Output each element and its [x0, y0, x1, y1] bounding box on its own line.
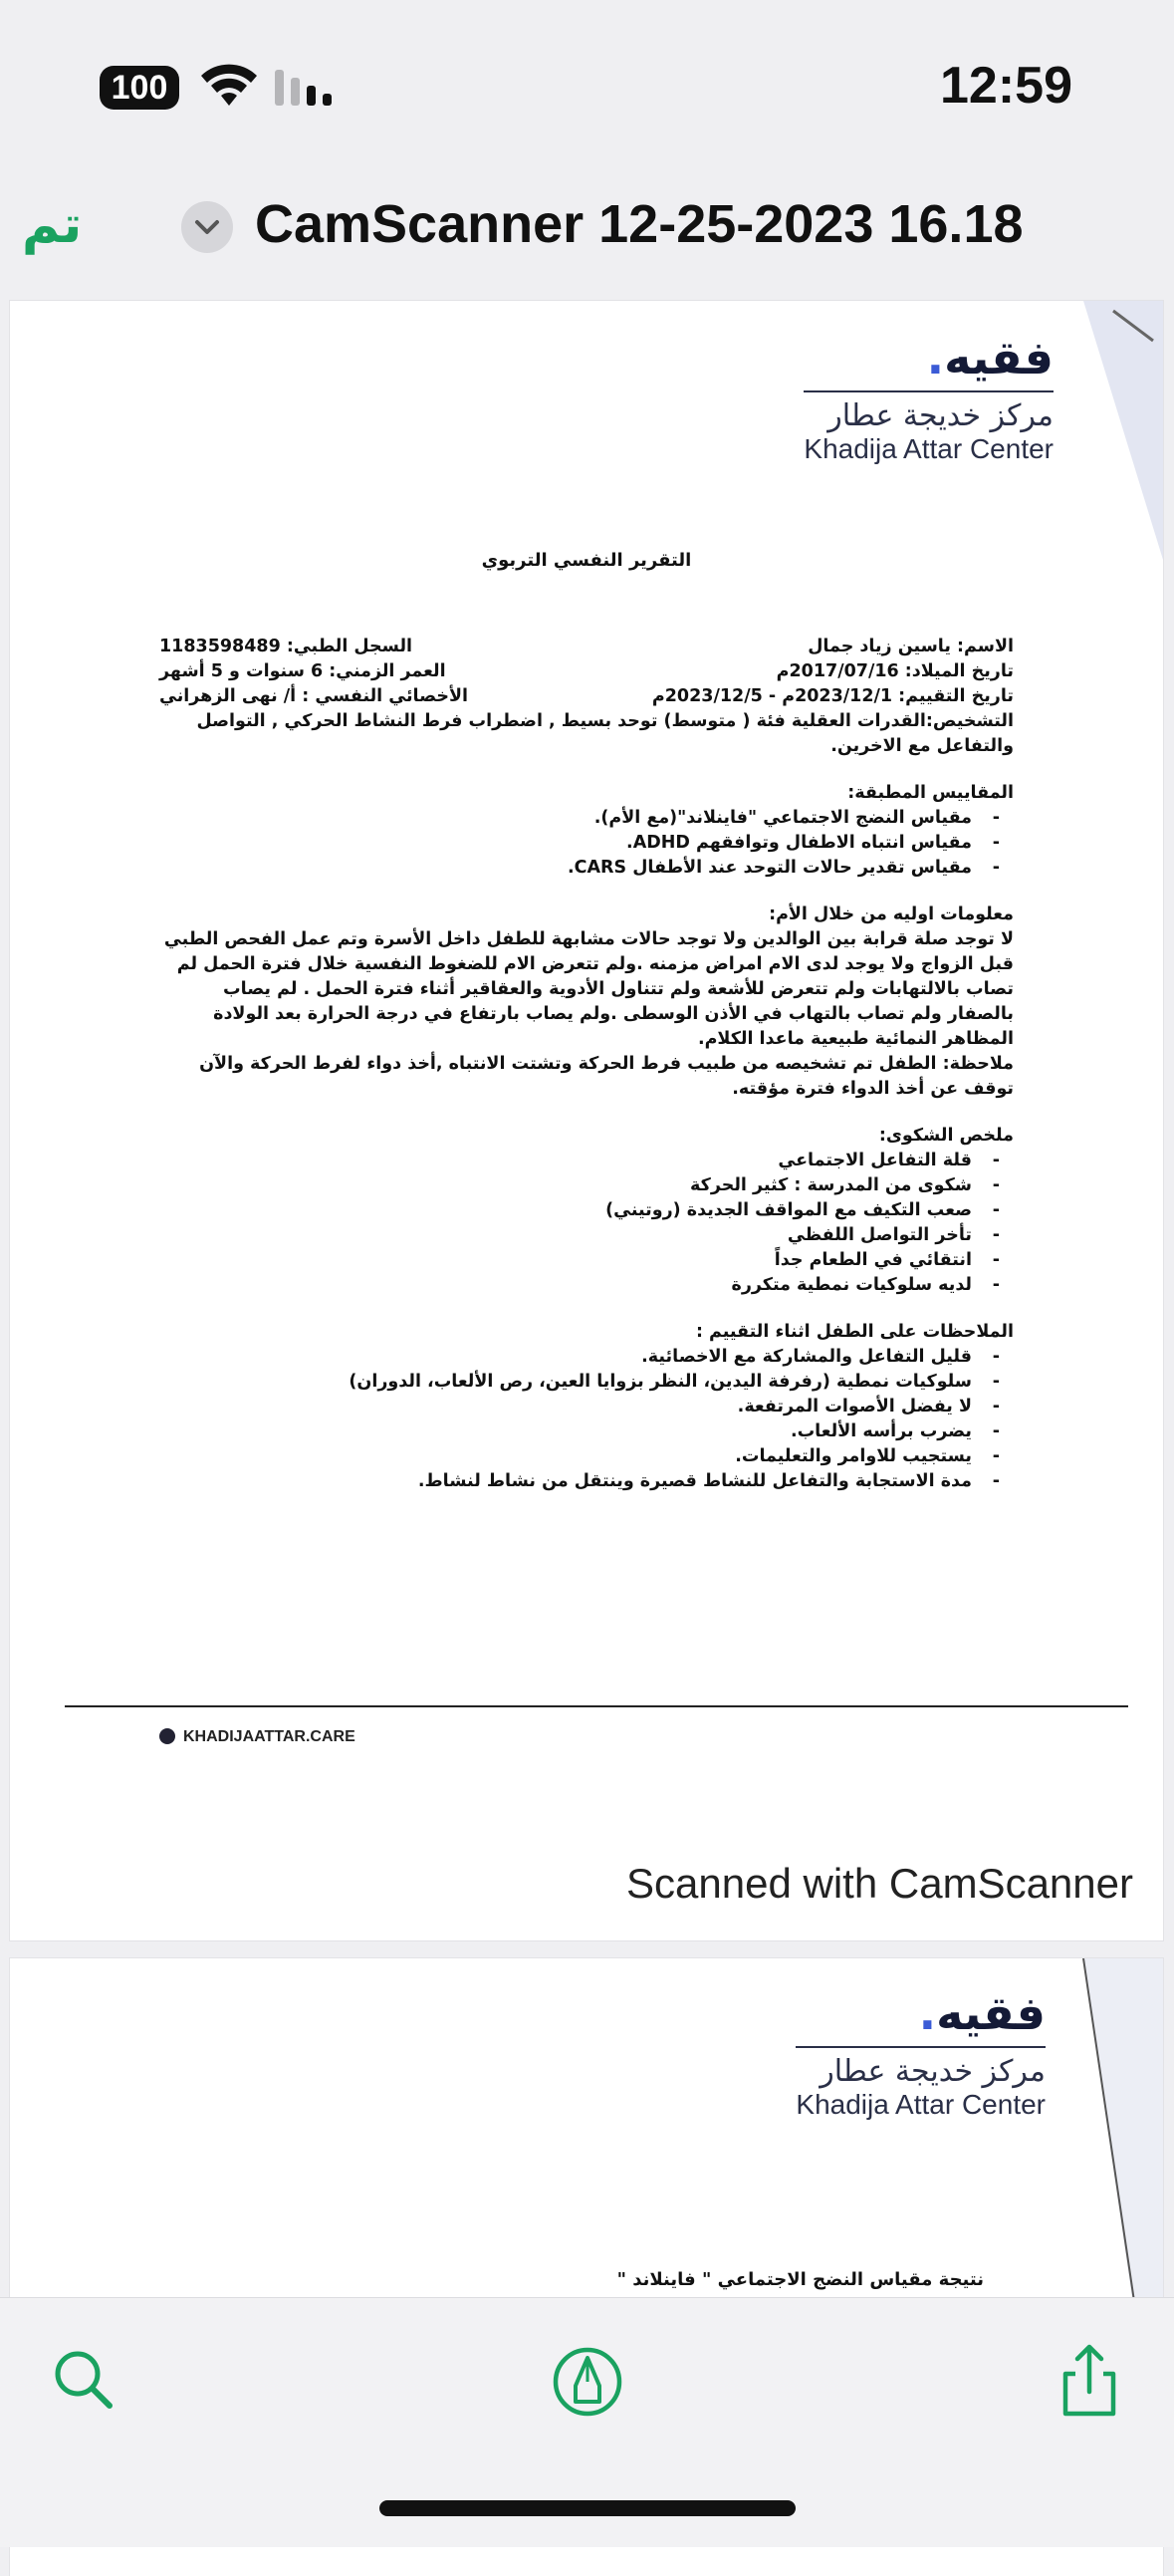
logo-english-name: Khadija Attar Center [796, 2089, 1046, 2120]
psychologist-name: الأخصائي النفسي : أ/ نهى الزهراني [159, 686, 468, 706]
list-item: - يستجيب للاوامر والتعليمات. [159, 1444, 986, 1469]
done-button[interactable]: تم [22, 195, 83, 255]
logo-arabic-name: مركز خديجة عطار [804, 390, 1054, 433]
center-logo [804, 331, 1054, 465]
document-title[interactable]: CamScanner 12-25-2023 16.18 [255, 194, 1024, 254]
chevron-down-icon [181, 201, 233, 253]
home-indicator[interactable] [379, 2500, 796, 2516]
markup-button[interactable] [548, 2342, 627, 2422]
report-title: التقرير النفسي التربوي [481, 550, 692, 571]
logo-mark: فقيه. [926, 331, 1054, 385]
scales-list [159, 806, 1014, 881]
markup-icon [548, 2342, 627, 2422]
share-button[interactable] [1050, 2342, 1129, 2422]
note-text: ملاحظة: الطفل تم تشخيصه من طبيب فرط الحركة وتشتت الانتباه ,أخذ دواء لفرط الحركة والآن توقف عن أخذ الدواء فترة مؤقته. [199, 1054, 1014, 1099]
list-item: - سلوكيات نمطية (رفرفة اليدين، النظر بزوايا العين، رص الألعاب، الدوران) [159, 1370, 986, 1395]
complaints-heading: ملخص الشكوى: [878, 1126, 1014, 1146]
diagnosis: التشخيص:القدرات العقلية فئة ( متوسط) توحد بسيط , اضطراب فرط النشاط الحركي , التواصل والتفاعل مع الاخرين. [196, 711, 1014, 756]
scales-heading: المقاييس المطبقة: [847, 783, 1014, 803]
logo-arabic-name: مركز خديجة عطار [796, 2046, 1046, 2089]
logo-english-name: Khadija Attar Center [804, 433, 1054, 464]
status-time: 12:59 [940, 57, 1072, 115]
camscanner-watermark: Scanned with CamScanner [626, 1860, 1133, 1907]
status-bar [0, 0, 1174, 149]
chronological-age: العمر الزمني: 6 سنوات و 5 أشهر [159, 661, 446, 681]
list-item: - شكوى من المدرسة : كثير الحركة [159, 1173, 986, 1198]
navigation-bar [0, 149, 1174, 299]
scanned-page-1[interactable] [10, 301, 1163, 1940]
initial-info-text: لا توجد صلة قرابة بين الوالدين ولا توجد حالات مشابهة للطفل داخل الأسرة وتم عمل الفحص الطبي قبل الزواج ولا يوجد لدى الام امراض مزمنه .ولم تتعرض الام للضغوط النفسية خلال فترة الحمل لم تصاب بالالتهابات ولم تتعرض للأشعة ولم تتناول الأدوية والعقاقير أثناء فترة الحمل . لم يصاب بالصفار ولم تصاب بالتهاب في الأذن الوسطى .ولم يصاب بارتفاع في درجة الحرارة بعد الولادة المظاهر النمائية طبيعية ماعدا الكلام. [163, 929, 1014, 1049]
list-item: - انتقائي في الطعام جداً [159, 1248, 986, 1273]
cellular-signal-icon [275, 68, 339, 108]
list-item: - مقياس تقدير حالات التوحد عند الأطفال CARS. [159, 856, 986, 881]
report-body [159, 635, 1014, 1494]
birth-date: تاريخ الميلاد: 2017/07/16م [776, 661, 1014, 681]
observations-list [159, 1345, 1014, 1494]
list-item: - مدة الاستجابة والتفاعل للنشاط قصيرة وينتقل من نشاط لنشاط. [159, 1469, 986, 1494]
search-button[interactable] [46, 2342, 125, 2422]
patient-name: الاسم: ياسين زياد جمال [808, 637, 1014, 656]
list-item: - قليل التفاعل والمشاركة مع الاخصائية. [159, 1345, 986, 1370]
list-item: - لديه سلوكيات نمطية متكررة [159, 1273, 986, 1298]
list-item: - صعب التكيف مع المواقف الجديدة (روتيني) [159, 1198, 986, 1223]
complaints-list [159, 1149, 1014, 1298]
footer-divider [65, 1705, 1128, 1707]
list-item: - مقياس انتباه الاطفال وتوافقهم ADHD. [159, 831, 986, 856]
initial-info-heading: معلومات اوليه من خلال الأم: [769, 904, 1014, 924]
battery-indicator: 100 [100, 66, 179, 110]
page-corner-decoration [1044, 301, 1163, 560]
observations-heading: الملاحظات على الطفل اثناء التقييم : [695, 1322, 1014, 1342]
list-item: - تأخر التواصل اللفظي [159, 1223, 986, 1248]
globe-icon [159, 1728, 175, 1744]
list-item: - مقياس النضج الاجتماعي "فاينلاند"(مع الأم). [159, 806, 986, 831]
list-item: - يضرب برأسه الألعاب. [159, 1419, 986, 1444]
logo-mark: فقيه. [918, 1986, 1046, 2040]
title-menu-button[interactable] [181, 201, 233, 253]
medical-record: السجل الطبي: 1183598489 [159, 637, 413, 656]
list-item: - قلة التفاعل الاجتماعي [159, 1149, 986, 1173]
evaluation-date: تاريخ التقييم: 2023/12/1م - 2023/12/5م [651, 686, 1014, 706]
footer-website: KHADIJAATTAR.CARE [159, 1728, 355, 1746]
vineland-result-title: نتيجة مقياس النضج الاجتماعي " فاينلاند " [616, 2269, 984, 2290]
search-icon [46, 2342, 125, 2422]
share-icon [1050, 2342, 1129, 2422]
center-logo [796, 1986, 1046, 2121]
wifi-icon [199, 62, 259, 108]
list-item: - لا يفضل الأصوات المرتفعة. [159, 1395, 986, 1419]
